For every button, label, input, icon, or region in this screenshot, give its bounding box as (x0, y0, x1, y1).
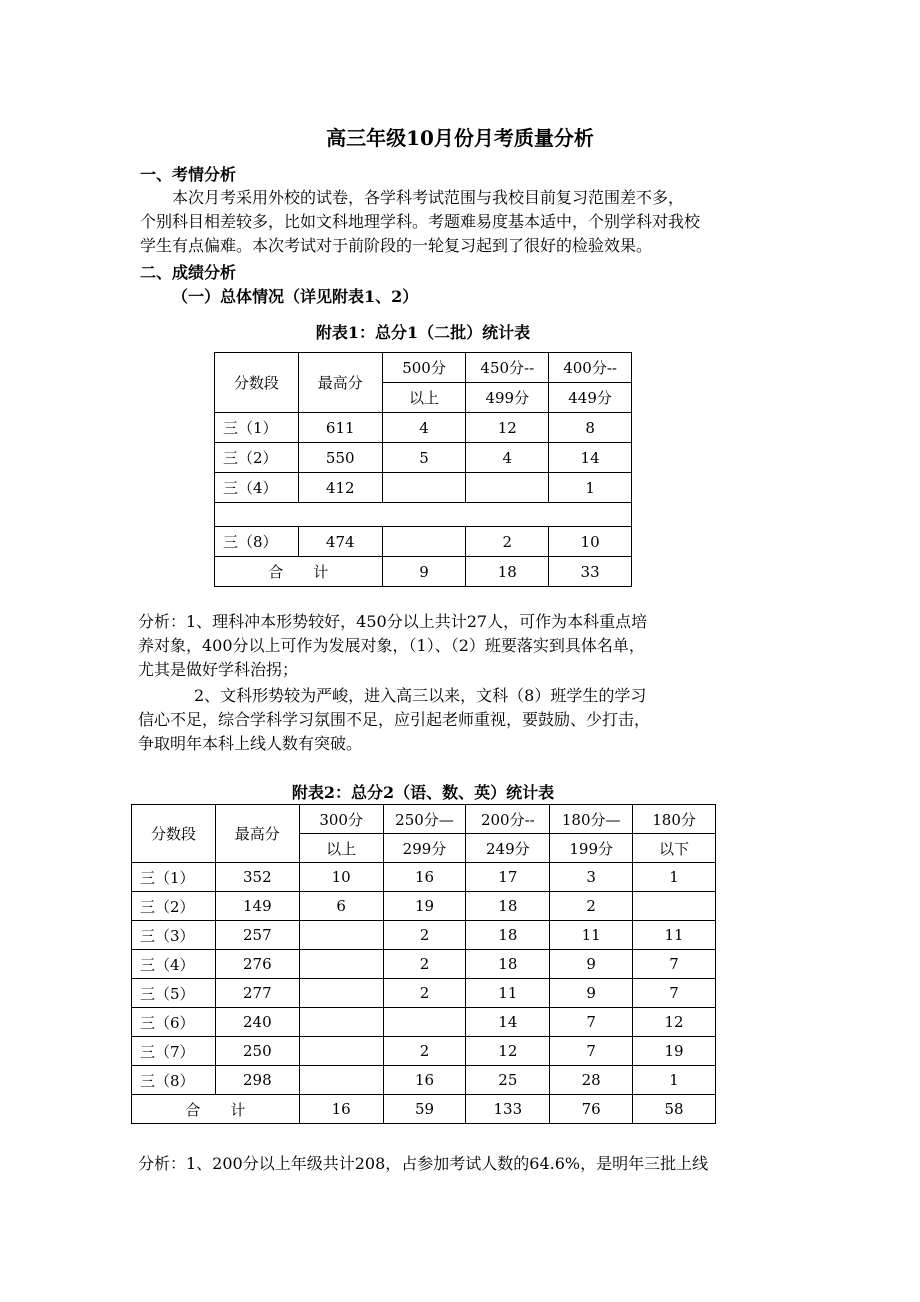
analysis-line: 尤其是做好学科治拐； (138, 660, 299, 679)
cell: 3 (550, 863, 633, 892)
header-cell: 分数段 (132, 805, 216, 863)
cell: 7 (633, 950, 716, 979)
cell: 8 (549, 413, 632, 443)
cell: 76 (550, 1095, 633, 1124)
header-cell: 最高分 (298, 353, 382, 413)
cell: 12 (466, 1037, 550, 1066)
total-label: 合 计 (132, 1095, 300, 1124)
cell: 18 (466, 950, 550, 979)
cell: 474 (298, 527, 382, 557)
cell (299, 1066, 383, 1095)
table-row (132, 950, 716, 979)
table-row-empty (215, 503, 632, 527)
cell: 18 (466, 921, 550, 950)
cell: 9 (550, 950, 633, 979)
cell: 12 (466, 413, 549, 443)
cell (382, 527, 466, 557)
cell: 三（8） (132, 1066, 216, 1095)
cell: 250 (215, 1037, 299, 1066)
cell: 7 (550, 1008, 633, 1037)
cell: 三（6） (132, 1008, 216, 1037)
analysis-line: 养对象，400分以上可作为发展对象，（1）、（2）班要落实到具体名单， (138, 636, 645, 655)
header-cell: 180分 (633, 805, 716, 834)
table-row (215, 413, 632, 443)
cell: 18 (466, 892, 550, 921)
cell: 277 (215, 979, 299, 1008)
analysis-line: 2、文科形势较为严峻，进入高三以来，文科（8）班学生的学习 (194, 686, 647, 705)
cell: 11 (633, 921, 716, 950)
cell: 16 (383, 1066, 466, 1095)
cell: 7 (550, 1037, 633, 1066)
table-row (132, 863, 716, 892)
table-row (132, 1066, 716, 1095)
cell: 611 (298, 413, 382, 443)
cell: 14 (549, 443, 632, 473)
cell: 352 (215, 863, 299, 892)
cell (215, 503, 632, 527)
table-header-row (215, 353, 632, 383)
header-cell: 以下 (633, 834, 716, 863)
cell: 三（4） (215, 473, 299, 503)
header-cell: 400分-- (549, 353, 632, 383)
cell: 4 (382, 413, 466, 443)
cell: 12 (633, 1008, 716, 1037)
cell: 276 (215, 950, 299, 979)
analysis-line: 争取明年本科上线人数有突破。 (138, 734, 363, 753)
cell (383, 1008, 466, 1037)
cell: 149 (215, 892, 299, 921)
table1 (214, 352, 632, 587)
cell (382, 473, 466, 503)
header-cell: 199分 (550, 834, 633, 863)
header-cell: 以上 (382, 383, 466, 413)
cell: 三（7） (132, 1037, 216, 1066)
header-cell: 449分 (549, 383, 632, 413)
section-heading-exam: 一、考情分析 (140, 165, 237, 184)
table-row (215, 443, 632, 473)
cell: 240 (215, 1008, 299, 1037)
cell: 三（1） (215, 413, 299, 443)
cell: 14 (466, 1008, 550, 1037)
cell: 1 (549, 473, 632, 503)
cell: 2 (383, 1037, 466, 1066)
cell: 2 (550, 892, 633, 921)
cell: 7 (633, 979, 716, 1008)
cell: 257 (215, 921, 299, 950)
paragraph-line: 个别科目相差较多，比如文科地理学科。考题难易度基本适中，个别学科对我校 (140, 212, 701, 231)
cell (299, 1037, 383, 1066)
cell: 三（5） (132, 979, 216, 1008)
cell: 9 (382, 557, 466, 587)
table-row (132, 921, 716, 950)
cell: 18 (466, 557, 549, 587)
table-row (132, 1008, 716, 1037)
cell: 59 (383, 1095, 466, 1124)
header-cell: 249分 (466, 834, 550, 863)
cell: 25 (466, 1066, 550, 1095)
cell: 58 (633, 1095, 716, 1124)
header-cell: 299分 (383, 834, 466, 863)
cell: 2 (383, 950, 466, 979)
cell: 16 (383, 863, 466, 892)
header-cell: 分数段 (215, 353, 299, 413)
header-cell: 300分 (299, 805, 383, 834)
cell: 412 (298, 473, 382, 503)
cell: 11 (550, 921, 633, 950)
header-cell: 最高分 (215, 805, 299, 863)
table1-caption: 附表1：总分1（二批）统计表 (315, 323, 531, 342)
cell: 28 (550, 1066, 633, 1095)
cell (466, 473, 549, 503)
analysis-line: 信心不足，综合学科学习氛围不足，应引起老师重视，要鼓励、少打击， (138, 710, 651, 729)
cell: 33 (549, 557, 632, 587)
paragraph-line: 学生有点偏难。本次考试对于前阶段的一轮复习起到了很好的检验效果。 (140, 236, 653, 255)
header-cell: 499分 (466, 383, 549, 413)
header-cell: 200分-- (466, 805, 550, 834)
table-row (215, 527, 632, 557)
header-cell: 450分-- (466, 353, 549, 383)
cell: 11 (466, 979, 550, 1008)
table2-caption: 附表2：总分2（语、数、英）统计表 (291, 783, 555, 802)
cell: 6 (299, 892, 383, 921)
cell (299, 1008, 383, 1037)
cell: 4 (466, 443, 549, 473)
subsection-heading: （一）总体情况（详见附表1、2） (172, 287, 419, 306)
header-cell: 250分— (383, 805, 466, 834)
cell: 2 (383, 979, 466, 1008)
cell: 19 (383, 892, 466, 921)
table-header-row (132, 805, 716, 834)
table-row (132, 1037, 716, 1066)
table-total-row (132, 1095, 716, 1124)
cell: 16 (299, 1095, 383, 1124)
table-row (215, 473, 632, 503)
cell: 1 (633, 1066, 716, 1095)
header-cell: 180分— (550, 805, 633, 834)
cell: 三（4） (132, 950, 216, 979)
section-heading-score: 二、成绩分析 (140, 263, 237, 282)
cell: 三（3） (132, 921, 216, 950)
cell (299, 921, 383, 950)
cell: 9 (550, 979, 633, 1008)
table-row (132, 979, 716, 1008)
table-total-row (215, 557, 632, 587)
cell (299, 950, 383, 979)
paragraph-line: 本次月考采用外校的试卷，各学科考试范围与我校目前复习范围差不多， (172, 188, 685, 207)
cell: 10 (549, 527, 632, 557)
table2 (131, 804, 716, 1124)
cell: 298 (215, 1066, 299, 1095)
cell: 2 (466, 527, 549, 557)
cell: 10 (299, 863, 383, 892)
cell: 19 (633, 1037, 716, 1066)
cell: 三（1） (132, 863, 216, 892)
cell: 133 (466, 1095, 550, 1124)
cell: 17 (466, 863, 550, 892)
cell: 三（2） (215, 443, 299, 473)
cell: 550 (298, 443, 382, 473)
cell: 三（2） (132, 892, 216, 921)
page-title: 高三年级10月份月考质量分析 (326, 126, 594, 150)
cell: 5 (382, 443, 466, 473)
cell (299, 979, 383, 1008)
total-label: 合 计 (215, 557, 383, 587)
header-cell: 以上 (299, 834, 383, 863)
cell (633, 892, 716, 921)
cell: 三（8） (215, 527, 299, 557)
analysis-line: 分析：1、理科冲本形势较好，450分以上共计27人，可作为本科重点培 (138, 612, 648, 631)
cell: 2 (383, 921, 466, 950)
analysis-line: 分析：1、200分以上年级共计208，占参加考试人数的64.6%，是明年三批上线 (138, 1154, 709, 1173)
header-cell: 500分 (382, 353, 466, 383)
cell: 1 (633, 863, 716, 892)
table-row (132, 892, 716, 921)
